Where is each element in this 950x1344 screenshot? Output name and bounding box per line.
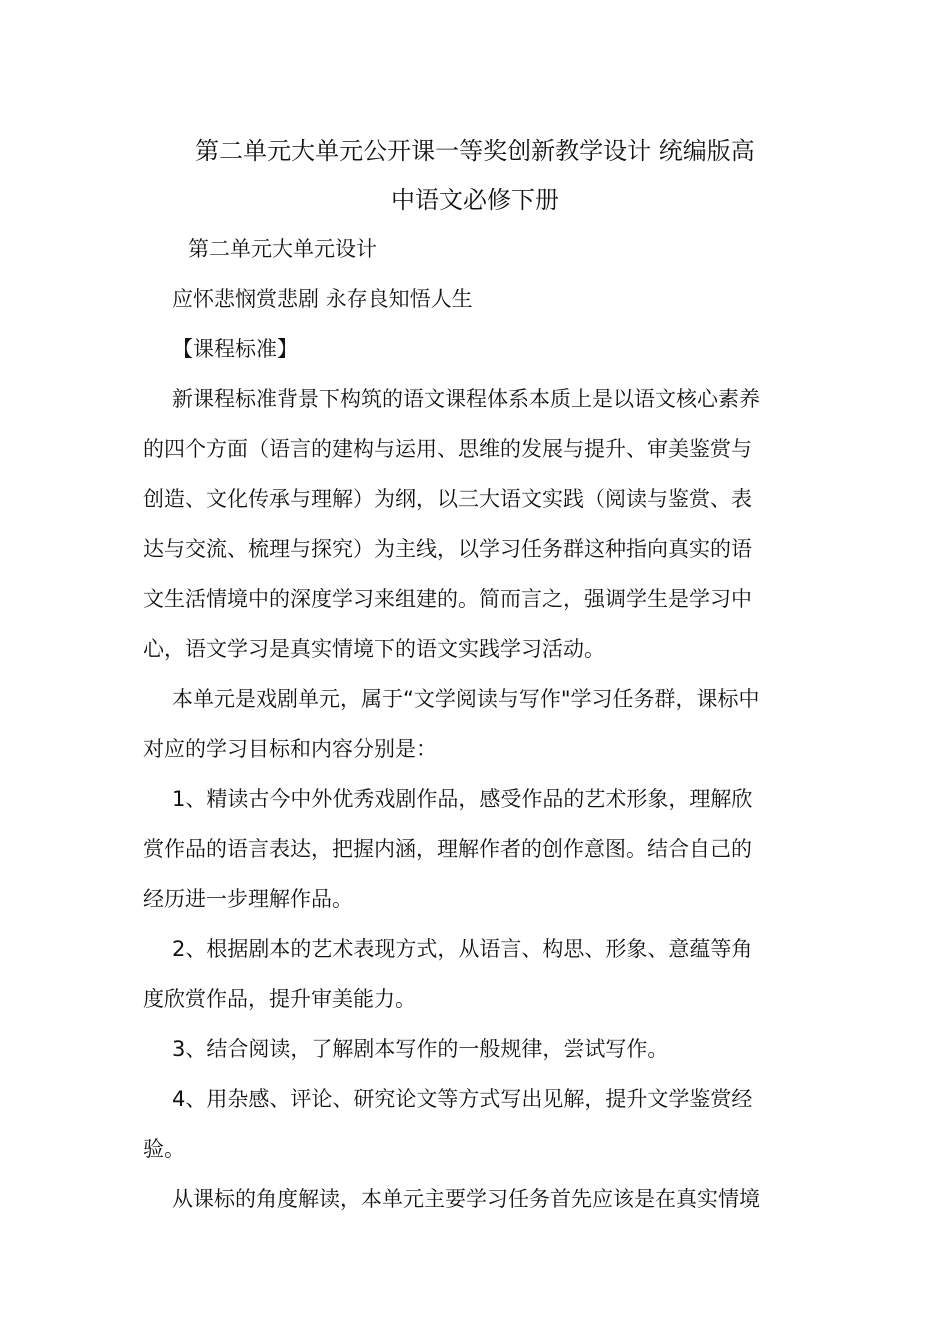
paragraph-line: 本单元是戏剧单元，属于“文学阅读与写作"学习任务群，课标中: [172, 687, 760, 711]
paragraph-line: 新课程标准背景下构筑的语文课程体系本质上是以语文核心素养: [172, 387, 760, 411]
paragraph-line: 从课标的角度解读，本单元主要学习任务首先应该是在真实情境: [172, 1187, 760, 1211]
paragraph-line: 文生活情境中的深度学习来组建的。简而言之，强调学生是学习中: [143, 587, 752, 611]
list-item-1: 1、精读古今中外优秀戏剧作品，感受作品的艺术形象，理解欣: [172, 787, 753, 811]
list-item-4: 4、用杂感、评论、研究论文等方式写出见解，提升文学鉴赏经: [172, 1087, 753, 1111]
unit-theme: 应怀悲悯赏悲剧 永存良知悟人生: [172, 287, 473, 311]
paragraph-line: 心，语文学习是真实情境下的语文实践学习活动。: [143, 637, 605, 661]
document-title-line-1: 第二单元大单元公开课一等奖创新教学设计 统编版高: [195, 137, 755, 165]
document-title-line-2: 中语文必修下册: [391, 186, 559, 214]
list-item-3: 3、结合阅读，了解剧本写作的一般规律，尝试写作。: [172, 1037, 669, 1061]
subtitle-unit-design: 第二单元大单元设计: [188, 237, 377, 261]
list-item-2-cont: 度欣赏作品，提升审美能力。: [143, 987, 416, 1011]
list-item-1-cont: 赏作品的语言表达，把握内涵，理解作者的创作意图。结合自己的: [143, 837, 752, 861]
paragraph-line: 创造、文化传承与理解）为纲，以三大语文实践（阅读与鉴赏、表: [143, 487, 752, 511]
paragraph-line: 的四个方面（语言的建构与运用、思维的发展与提升、审美鉴赏与: [143, 437, 752, 461]
list-item-1-cont: 经历进一步理解作品。: [143, 887, 353, 911]
list-item-4-cont: 验。: [143, 1137, 185, 1161]
list-item-2: 2、根据剧本的艺术表现方式，从语言、构思、形象、意蕴等角: [172, 937, 753, 961]
section-heading-curriculum-standard: 【课程标准】: [172, 337, 298, 361]
paragraph-line: 达与交流、梳理与探究）为主线，以学习任务群这种指向真实的语: [143, 537, 752, 561]
paragraph-line: 对应的学习目标和内容分别是：: [143, 737, 437, 761]
